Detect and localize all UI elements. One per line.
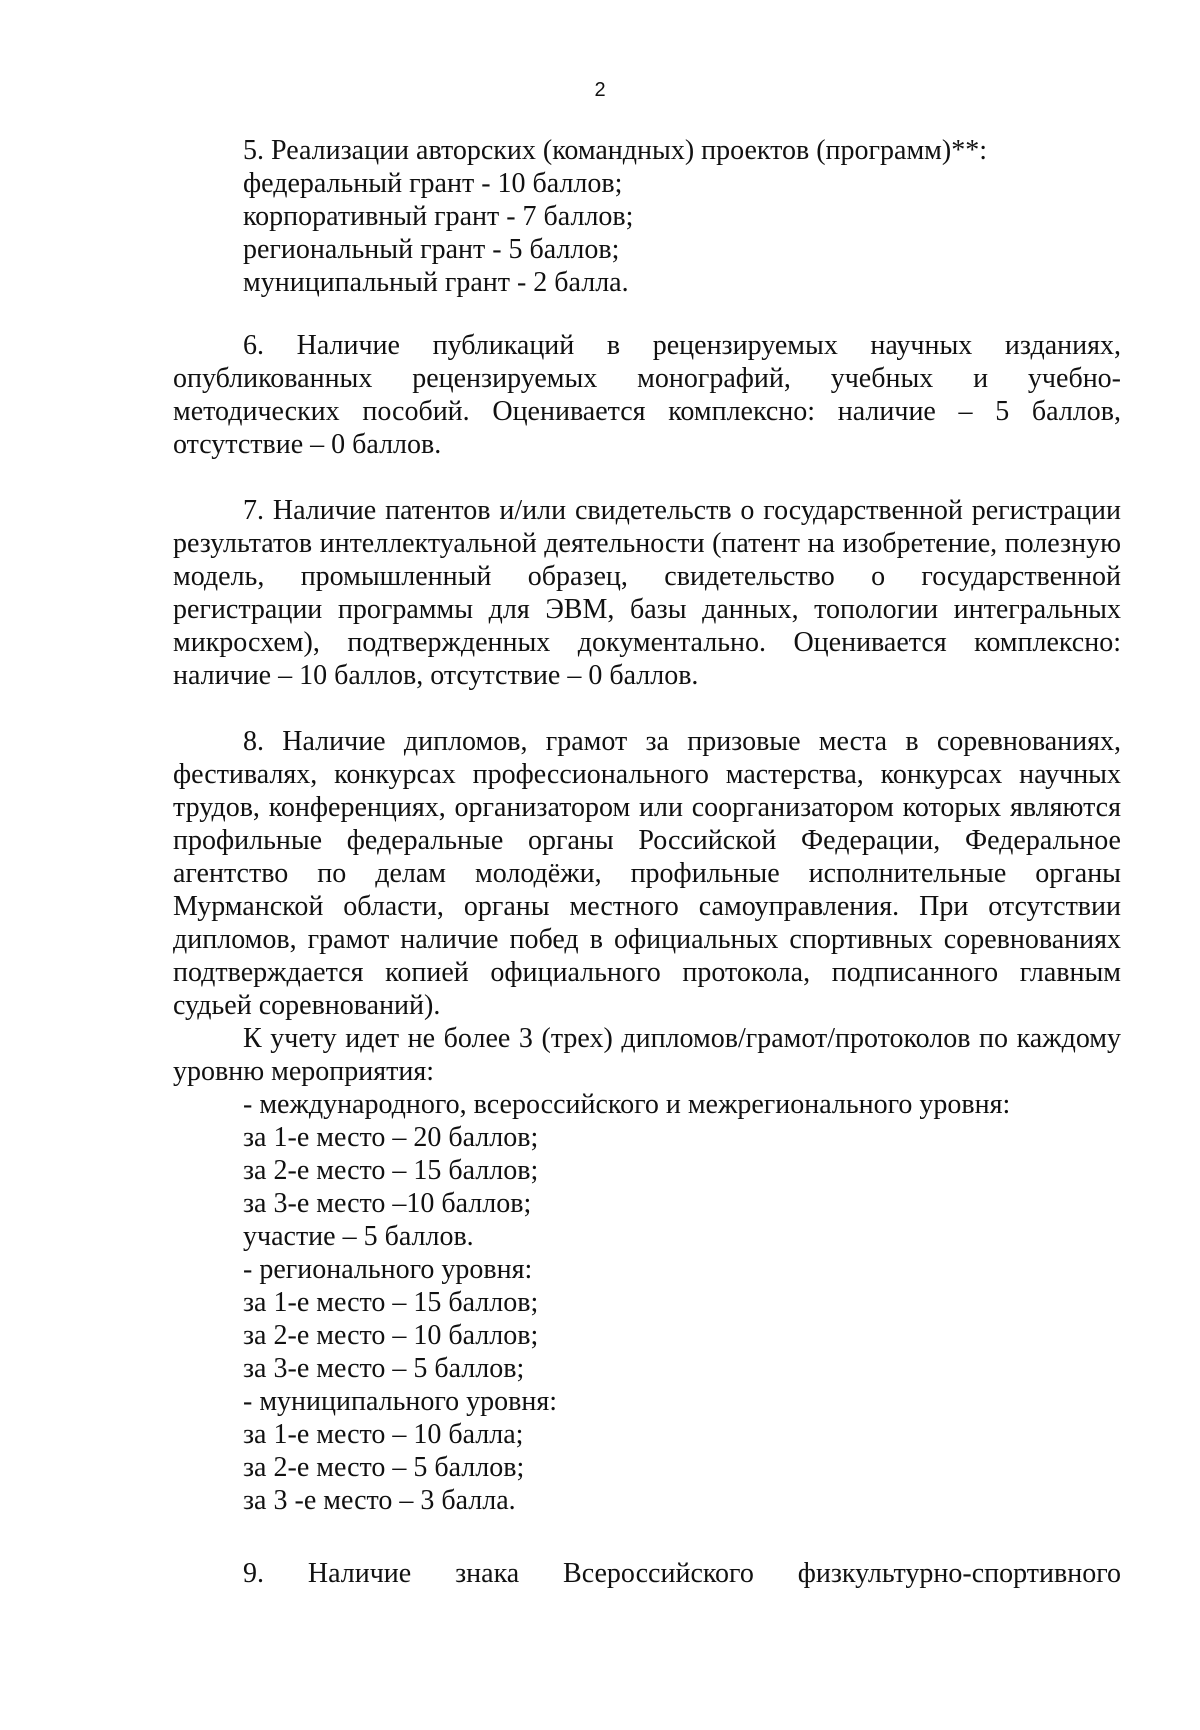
list-item: за 1-е место – 10 балла; xyxy=(243,1419,524,1450)
section-6: 6. Наличие публикаций в рецензируемых научных изданиях, опубликованных рецензируемых монографий, учебных и учебно-методических пособий. Оценивается комплексно: наличие – 5 баллов, отсутствие – 0 баллов. xyxy=(173,330,1121,460)
list-item: участие – 5 баллов. xyxy=(243,1221,474,1252)
list-item: за 3-е место – 5 баллов; xyxy=(243,1353,525,1384)
level-municipal-heading: - муниципального уровня: xyxy=(243,1386,558,1417)
section-5 xyxy=(173,134,1121,299)
section-8-paragraph: 8. Наличие дипломов, грамот за призовые места в соревнованиях, фестивалях, конкурсах профессионального мастерства, конкурсах научных трудов, конференциях, организатором или соорганизатором которых являются профильные федеральные органы Российской Федерации, Федеральное агентство по делам молодёжи, профильные исполнительные органы Мурманской области, органы местного самоуправления. При отсутствии дипломов, грамот наличие побед в официальных спортивных соревнованиях подтверждается копией официального протокола, подписанного главным судьей соревнований). xyxy=(173,726,1121,1021)
section-8 xyxy=(173,725,1121,1517)
level-regional-heading: - регионального уровня: xyxy=(243,1254,533,1285)
list-item: за 2-е место – 5 баллов; xyxy=(243,1452,525,1483)
section-5-heading: 5. Реализации авторских (командных) проектов (программ)**: xyxy=(243,135,987,166)
document-body xyxy=(173,134,1121,1590)
page-number: 2 xyxy=(594,79,606,101)
section-5-item-municipal: муниципальный грант - 2 балла. xyxy=(243,267,629,298)
section-8-accounting-paragraph: К учету идет не более 3 (трех) дипломов/грамот/протоколов по каждому уровню мероприятия: xyxy=(173,1023,1121,1087)
level-international-heading: - международного, всероссийского и межрегионального уровня: xyxy=(243,1089,1011,1120)
list-item: за 3 -е место – 3 балла. xyxy=(243,1485,516,1516)
section-9: 9. Наличие знака Всероссийского физкультурно-спортивного xyxy=(243,1558,1121,1589)
spacer xyxy=(173,461,1121,494)
list-item: за 3-е место –10 баллов; xyxy=(243,1188,532,1219)
list-item: за 2-е место – 15 баллов; xyxy=(243,1155,539,1186)
section-5-item-regional: региональный грант - 5 баллов; xyxy=(243,234,620,265)
section-5-item-federal: федеральный грант - 10 баллов; xyxy=(243,168,623,199)
spacer xyxy=(173,1517,1121,1557)
list-item: за 1-е место – 20 баллов; xyxy=(243,1122,539,1153)
section-7: 7. Наличие патентов и/или свидетельств о государственной регистрации результатов интеллектуальной деятельности (патент на изобретение, полезную модель, промышленный образец, свидетельство о государственной регистрации программы для ЭВМ, базы данных, топологии интегральных микросхем), подтвержденных документально. Оценивается комплексно: наличие – 10 баллов, отсутствие – 0 баллов. xyxy=(173,495,1121,691)
list-item: за 1-е место – 15 баллов; xyxy=(243,1287,539,1318)
section-5-item-corporate: корпоративный грант - 7 баллов; xyxy=(243,201,634,232)
list-item: за 2-е место – 10 баллов; xyxy=(243,1320,539,1351)
spacer xyxy=(173,692,1121,725)
spacer xyxy=(173,299,1121,329)
